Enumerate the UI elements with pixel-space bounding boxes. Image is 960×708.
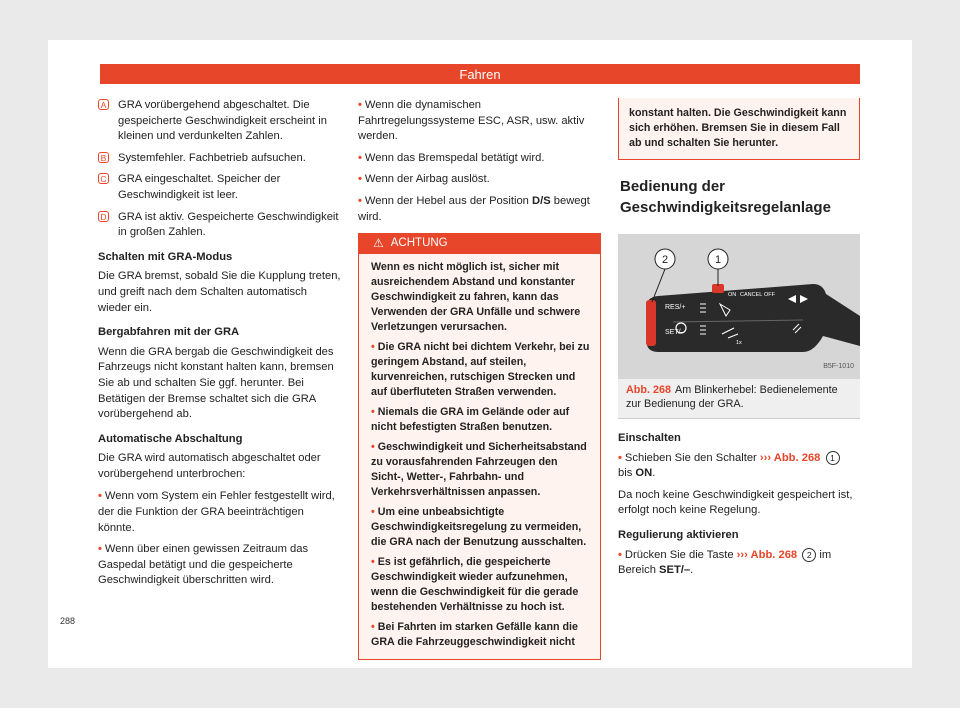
bullet-icon: •	[371, 341, 375, 354]
column-left	[98, 98, 343, 595]
legend-item-a	[98, 98, 343, 145]
bullet-icon: •	[358, 173, 362, 186]
list-item: • Wenn vom System ein Fehler festgestellt wird, der die Funktion der GRA beeinträchtigen könnte.	[98, 490, 335, 534]
label-set: SET/–	[665, 329, 685, 336]
legend-text-b: Systemfehler. Fachbetrieb aufsuchen.	[118, 151, 306, 164]
list-item: • Wenn der Airbag auslöst.	[358, 173, 490, 186]
text-no-speed: Da noch keine Geschwindigkeit gespeichert ist, erfolgt noch keine Regelung.	[618, 488, 853, 517]
bullet-icon: •	[618, 548, 622, 561]
warning-item: • Geschwindigkeit und Sicherheitsabstand zu vorausfahrenden Fahrzeugen den Sicht-, Wetter-, Fahrbahn- und Verkehrsverhältnissen anpassen.	[371, 441, 587, 499]
bullet-icon: •	[98, 490, 102, 503]
warning-header	[359, 234, 600, 254]
list-item: • Drücken Sie die Taste ››› Abb. 268 2 im Bereich SET/–.	[618, 548, 832, 577]
figure-link[interactable]: ››› Abb. 268	[736, 548, 798, 561]
warning-title: ACHTUNG	[390, 237, 448, 250]
warning-item: • Um eine unbeabsichtigte Geschwindigkeitsregelung zu vermeiden, die GRA nach der Benutzung ausschalten.	[371, 506, 587, 549]
caption-text: Am Blinkerhebel: Bedienelemente zur Bedienung der GRA.	[626, 384, 838, 410]
warning-body	[359, 254, 600, 659]
callout-badge-2: 2	[802, 548, 816, 562]
warning-item: • Es ist gefährlich, die gespeicherte Geschwindigkeit wieder aufzunehmen, wenn die Geschwindigkeit für die gerade bestehenden Verhältnisse zu hoch ist.	[371, 556, 579, 614]
label-on: ON	[728, 292, 737, 298]
bullet-icon: •	[618, 451, 622, 464]
list-item: • Wenn über einen gewissen Zeitraum das Gaspedal betätigt und die gespeicherte Geschwindigkeit überschritten wird.	[98, 543, 309, 587]
list-item: • Schieben Sie den Schalter ››› Abb. 268 1 bis ON.	[618, 451, 860, 482]
legend-key-a: A	[98, 99, 109, 110]
callout-1: 1	[714, 254, 722, 266]
manual-page	[48, 40, 912, 668]
legend-text-c: GRA eingeschaltet. Speicher der Geschwindigkeit ist leer.	[118, 173, 281, 201]
bullet-icon: •	[358, 151, 362, 164]
label-1x: 1x	[736, 340, 742, 346]
bullet-icon: •	[371, 406, 375, 419]
heading-einschalten: Einschalten	[618, 432, 681, 444]
legend-key-c: C	[98, 173, 109, 184]
switch-position-on: ON	[635, 467, 653, 480]
turn-signal-stalk-illustration	[618, 234, 860, 379]
warning-item: • Bei Fahrten im starken Gefälle kann die GRA die Fahrzeuggeschwindigkeit nicht	[371, 621, 578, 649]
position-label: D/S	[532, 194, 551, 207]
warning-triangle-icon: ⚠	[373, 236, 384, 251]
figure-code: B5F-1010	[823, 363, 854, 371]
bullet-icon: •	[371, 441, 375, 454]
figure-link[interactable]: ››› Abb. 268	[759, 451, 821, 464]
legend-key-b: B	[98, 152, 109, 163]
label-off: OFF	[764, 292, 775, 298]
bullet-icon: •	[371, 506, 375, 519]
list-item: • Wenn der Hebel aus der Position D/S bewegt wird.	[358, 194, 590, 223]
heading-schalten: Schalten mit GRA-Modus	[98, 250, 233, 263]
button-set-label: SET/–	[659, 564, 691, 577]
chapter-header	[100, 64, 860, 84]
callout-badge-1: 1	[826, 451, 840, 465]
warning-item: • Die GRA nicht bei dichtem Verkehr, bei zu geringem Abstand, auf steilen, kurvenreichen, rutschigen Strecken und auf überfluteten Straßen verwenden.	[371, 341, 590, 399]
column-right	[618, 98, 860, 585]
warning-item: • Niemals die GRA im Gelände oder auf nicht befestigten Straßen benutzen.	[371, 406, 570, 434]
figure-caption	[618, 379, 860, 419]
list-item: • Wenn das Bremspedal betätigt wird.	[358, 151, 545, 164]
legend-item-d	[98, 210, 343, 241]
heading-regulierung: Regulierung aktivieren	[618, 528, 739, 541]
warning-box	[358, 233, 601, 660]
caption-label: Abb. 268	[626, 384, 672, 396]
text-abschaltung: Die GRA wird automatisch abgeschaltet oder vorübergehend unterbrochen:	[98, 452, 321, 480]
bullet-icon: •	[358, 99, 362, 111]
text-schalten: Die GRA bremst, sobald Sie die Kupplung treten, und greift nach dem Schalten automatisch wieder ein.	[98, 270, 341, 314]
legend-item-c	[98, 172, 343, 203]
list-item: • Wenn die dynamischen Fahrtregelungssysteme ESC, ASR, usw. aktiv werden.	[358, 99, 585, 143]
page-number: 288	[60, 616, 76, 626]
bullet-icon: •	[358, 194, 362, 207]
callout-2: 2	[661, 254, 669, 266]
legend-text-a: GRA vorübergehend abgeschaltet. Die gespeicherte Geschwindigkeit erscheint in kleinen und verdunkelten Zahlen.	[118, 99, 327, 143]
bullet-icon: •	[371, 621, 375, 634]
warning-continuation: konstant halten. Die Geschwindigkeit kann sich erhöhen. Bremsen Sie in diesem Fall ab und schalten Sie herunter.	[618, 98, 860, 160]
heading-abschaltung: Automatische Abschaltung	[98, 432, 243, 445]
bullet-icon: •	[371, 556, 375, 569]
label-res: RES/+	[665, 304, 686, 311]
legend-item-b	[98, 151, 343, 167]
stalk-figure	[618, 234, 860, 379]
section-title: Bedienung der Geschwindigkeitsregelanlage	[620, 178, 831, 216]
column-middle	[358, 98, 601, 660]
bullet-icon: •	[98, 543, 102, 556]
label-cancel: CANCEL	[740, 292, 763, 298]
legend-key-d: D	[98, 211, 109, 222]
heading-bergab: Bergabfahren mit der GRA	[98, 326, 240, 339]
warning-intro: Wenn es nicht möglich ist, sicher mit ausreichendem Abstand und konstanter Geschwindigkeit zu fahren, kann das Verwenden der GRA Unfälle und schwere Verletzungen verursachen.	[371, 261, 581, 334]
legend-text-d: GRA ist aktiv. Gespeicherte Geschwindigkeit in großen Zahlen.	[118, 210, 339, 239]
chapter-title: Fahren	[459, 66, 501, 82]
text-bergab: Wenn die GRA bergab die Geschwindigkeit des Fahrzeugs nicht konstant halten kann, bremsen Sie ab und schalten Sie ggf. herunter. Bei Betätigen der Bremse schaltet sich die GRA vorübergehend ab.	[98, 345, 334, 421]
